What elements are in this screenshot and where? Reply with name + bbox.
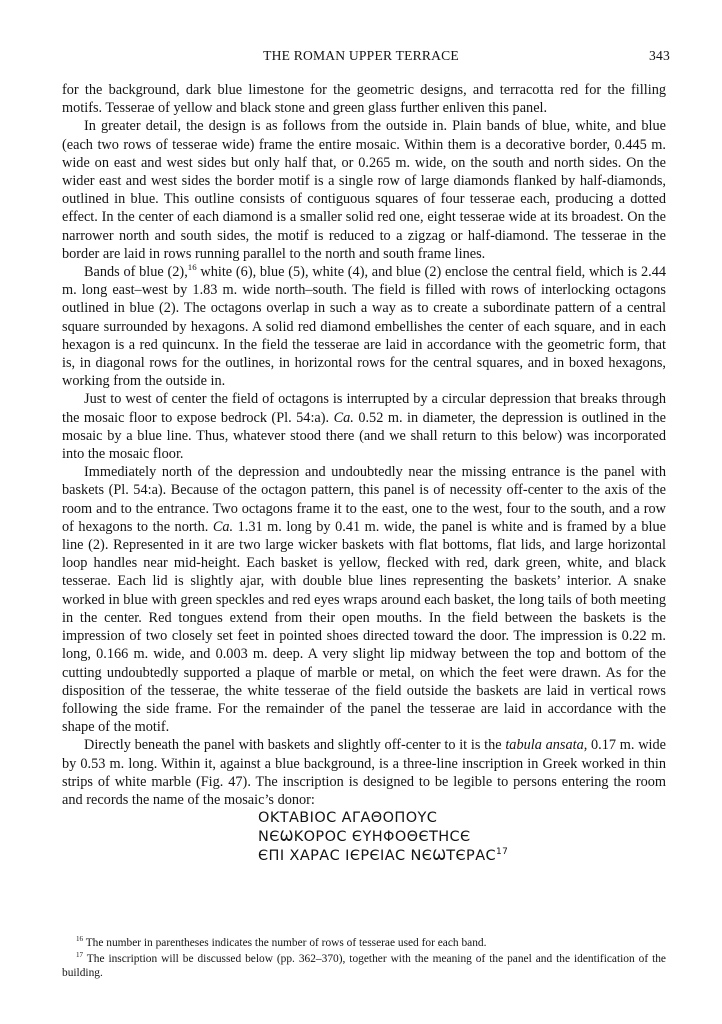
paragraph-5 — [62, 463, 666, 736]
paragraph-2: In greater detail, the design is as follows from the outside in. Plain bands of blue, white, and blue (each two rows of tesserae wide) frame the entire mosaic. Within them is a decorative border, 0.445 m. wide on east and west sides but only half that, or 0.265 m. wide, on the south and north sides. On the wider east and west sides the border motif is a single row of large diamonds flanked by half-diamonds, outlined in blue. This outline consists of contiguous squares of four tesserae each, producing a dotted effect. In the center of each diamond is a smaller solid red one, eight tesserae wide at its broadest. On the narrower north and south sides, the motif is reduced to a zigzag or half-diamond. The tesserae in the border are laid in rows running parallel to the north and south frame lines. — [62, 118, 666, 262]
inscription-line-3-text: ЄΠΙ ΧΑΡΑϹ ΙЄΡЄΙΑϹ ΝЄѠΤЄΡΑϹ — [258, 848, 497, 865]
paragraph-5-start: Immediately north of the depression and undoubtedly near the missing entrance is the panel with baskets (Pl. 54:a). Because of the octagon pattern, this panel is of necessity off-center to the axis of the room and to the entrance. Two octagons frame it to the east, one to the west, four to the south, and a row of hexagons to the north. — [62, 464, 666, 535]
footnote-17-mark: 17 — [76, 951, 84, 960]
footnote-16-text: The number in parentheses indicates the number of rows of tesserae used for each band. — [83, 937, 487, 949]
footnote-16-mark: 16 — [76, 935, 84, 944]
paragraph-5-rest: 1.31 m. long by 0.41 m. wide, the panel is white and is framed by a blue line (2). Represented in it are two large wicker baskets with flat bottoms, flat lids, and large horizontal loop handles near mid-height. Each basket is yellow, flecked with red, dark green, white, and black tesserae. Each lid is slightly ajar, with double blue lines representing the baskets’ interior. A snake worked in blue with green speckles and red eyes wraps around each basket, the long tails of both meeting in the center. Red tongues extend from their open mouths. In the field between the baskets is the impression of two closely set feet in pointed shoes directed toward the door. The impression is 0.22 m. long, 0.166 m. wide, and 0.003 m. deep. A very slight lip midway between the top and bottom of the cutting undoubtedly supported a plaque of marble or metal, on which the feet were drawn. As for the disposition of the tesserae, the white tesserae of the field outside the baskets are laid in vertical rows following the side frame. For the remainder of the panel the tesserae are laid in accordance with the shape of the motif. — [62, 518, 666, 736]
paragraph-1: for the background, dark blue limestone for the geometric designs, and terracotta red for the filling motifs. Tesserae of yellow and black stone and green glass further enliven this panel. — [62, 82, 666, 117]
paragraph-4-rest: 0.52 m. in diameter, the depression is outlined in the mosaic by a blue line. Thus, whatever stood there (and we shall return to this below) was incorporated into the mosaic floor. — [62, 409, 666, 463]
paragraph-3-start: Bands of blue (2), — [84, 264, 188, 281]
body-text — [62, 81, 666, 866]
paragraph-3 — [62, 263, 666, 390]
footnote-17 — [62, 952, 666, 980]
footnote-ref-16[interactable]: 16 — [187, 262, 197, 273]
inscription-line-3 — [258, 847, 666, 866]
running-header — [52, 48, 670, 66]
footnote-17-text: The inscription will be discussed below (pp. 362–370), together with the meaning of the panel and the identification of the building. — [62, 953, 666, 979]
paragraph-4 — [62, 390, 666, 463]
footnote-ref-17[interactable]: 17 — [496, 847, 509, 858]
greek-inscription — [258, 809, 666, 866]
paragraph-6-rest: , 0.17 m. wide by 0.53 m. long. Within it, against a blue background, is a three-line inscription in Greek worked in thin strips of white marble (Fig. 47). The inscription is designed to be legible to persons entering the room and records the name of the mosaic’s donor: — [62, 737, 666, 808]
footnotes — [62, 936, 666, 982]
page-number: 343 — [649, 48, 670, 63]
paragraph-6-start: Directly beneath the panel with baskets and slightly off-center to it is the — [84, 737, 506, 754]
circa-abbrev: Ca. — [212, 518, 234, 535]
footnote-16 — [62, 936, 666, 950]
running-title: THE ROMAN UPPER TERRACE — [263, 48, 459, 63]
inscription-line-2: ΝЄѠΚΟΡΟϹ ЄΥΗΦΟΘЄΤΗϹЄ — [258, 829, 471, 846]
paragraph-6 — [62, 736, 666, 809]
paragraph-3-rest: white (6), blue (5), white (4), and blue (2) enclose the central field, which is 2.44 m. long east–west by 1.83 m. wide north–south. The field is filled with rows of interlocking octagons outlined in blue (2). The octagons overlap in such a way as to create a subordinate pattern of a central square surrounded by hexagons. A solid red diamond embellishes the center of each square, and in each hexagon is a red quincunx. In the field the tesserae are laid in accordance with the geometric form, that is, in diagonal rows for the outlines, in horizontal rows for the central squares, and in boxed hexagons, working from the outside in. — [62, 264, 666, 390]
inscription-line-1: ΟΚΤΑΒΙΟϹ ΑΓΑΘΟΠΟΥϹ — [258, 810, 438, 827]
tabula-ansata-term: tabula ansata — [505, 737, 584, 754]
circa-abbrev: Ca. — [333, 409, 354, 426]
paragraph-4-start: Just to west of center the field of octagons is interrupted by a circular depression that breaks through the mosaic floor to expose bedrock (Pl. 54:a). — [62, 391, 666, 426]
